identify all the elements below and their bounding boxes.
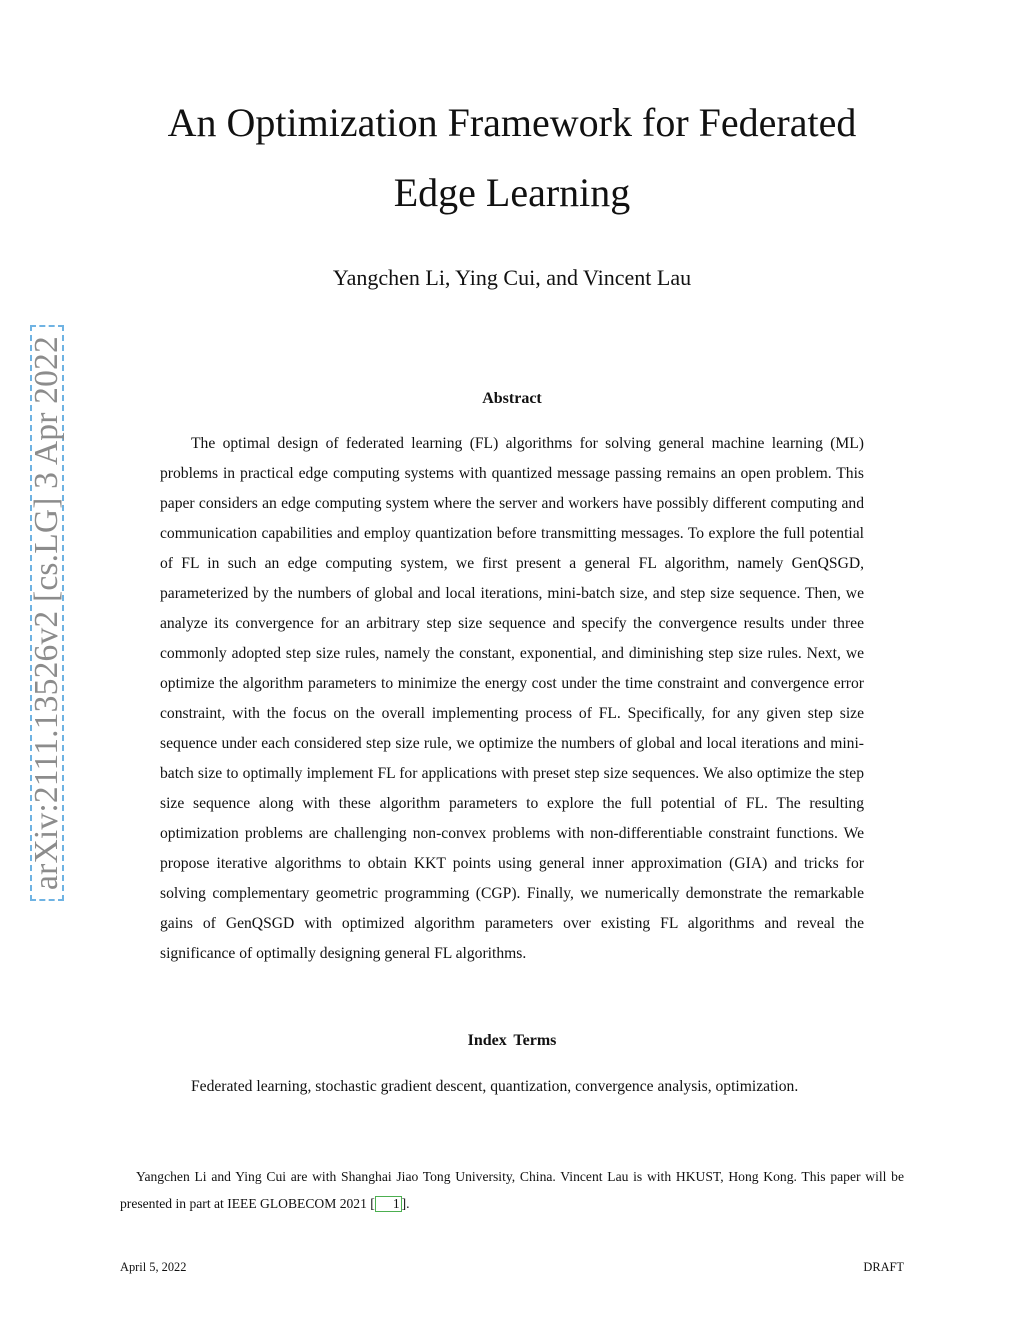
footer-date: April 5, 2022 xyxy=(120,1260,187,1274)
abstract-text: The optimal design of federated learning (FL) algorithms for solving general machine learning (ML) problems in practical edge computing systems with quantized message passing remains an open problem. This paper considers an edge computing system where the server and workers have possibly different computing and communication capabilities and employ quantization before transmitting messages. To explore the full potential of FL in such an edge computing system, we first present a general FL algorithm, namely GenQSGD, parameterized by the numbers of global and local iterations, mini-batch size, and step size sequence. Then, we analyze its convergence for an arbitrary step size sequence and specify the convergence results under three commonly adopted step size rules, namely the constant, exponential, and diminishing step size rules. Next, we optimize the algorithm parameters to minimize the energy cost under the time constraint and convergence error constraint, with the focus on the overall implementing process of FL. Specifically, for any given step size sequence under each considered step size rule, we optimize the numbers of global and local iterations and mini-batch size to optimally implement FL for applications with preset step size sequences. We also optimize the step size sequence along with these algorithm parameters to explore the full potential of FL. The resulting optimization problems are challenging non-convex problems with non-differentiable constraint functions. We propose iterative algorithms to obtain KKT points using general inner approximation (GIA) and tricks for solving complementary geometric programming (CGP). Finally, we numerically demonstrate the remarkable gains of GenQSGD with optimized algorithm parameters over existing FL algorithms and reveal the significance of optimally designing general FL algorithms. xyxy=(160,435,864,962)
affiliation-footnote: Yangchen Li and Ying Cui are with Shanghai Jiao Tong University, China. Vincent Lau is with HKUST, Hong Kong. This paper will be presented in part at IEEE GLOBECOM 2021 [ 1 ]. xyxy=(120,1169,904,1211)
footnote-text: Yangchen Li and Ying Cui are with Shanghai Jiao Tong University, China. Vincent Lau is with HKUST, Hong Kong. This paper will be presented in part at IEEE GLOBECOM 2021 xyxy=(120,1169,904,1211)
title-line-2: Edge Learning xyxy=(393,170,631,215)
author-list: Yangchen Li, Ying Cui, and Vincent Lau xyxy=(332,265,692,290)
index-terms-heading: Index Terms xyxy=(467,1032,557,1049)
abstract-heading: Abstract xyxy=(482,390,542,407)
title-line-1: An Optimization Framework for Federated xyxy=(167,100,857,145)
arxiv-stamp[interactable]: arXiv:2111.13526v2 [cs.LG] 3 Apr 2022 xyxy=(28,336,65,890)
citation-link[interactable]: 1 xyxy=(375,1196,402,1212)
index-terms-text: Federated learning, stochastic gradient descent, quantization, convergence analysis, optimization. xyxy=(191,1078,799,1095)
paper-title xyxy=(120,88,904,228)
footer-draft-label: DRAFT xyxy=(863,1260,904,1274)
